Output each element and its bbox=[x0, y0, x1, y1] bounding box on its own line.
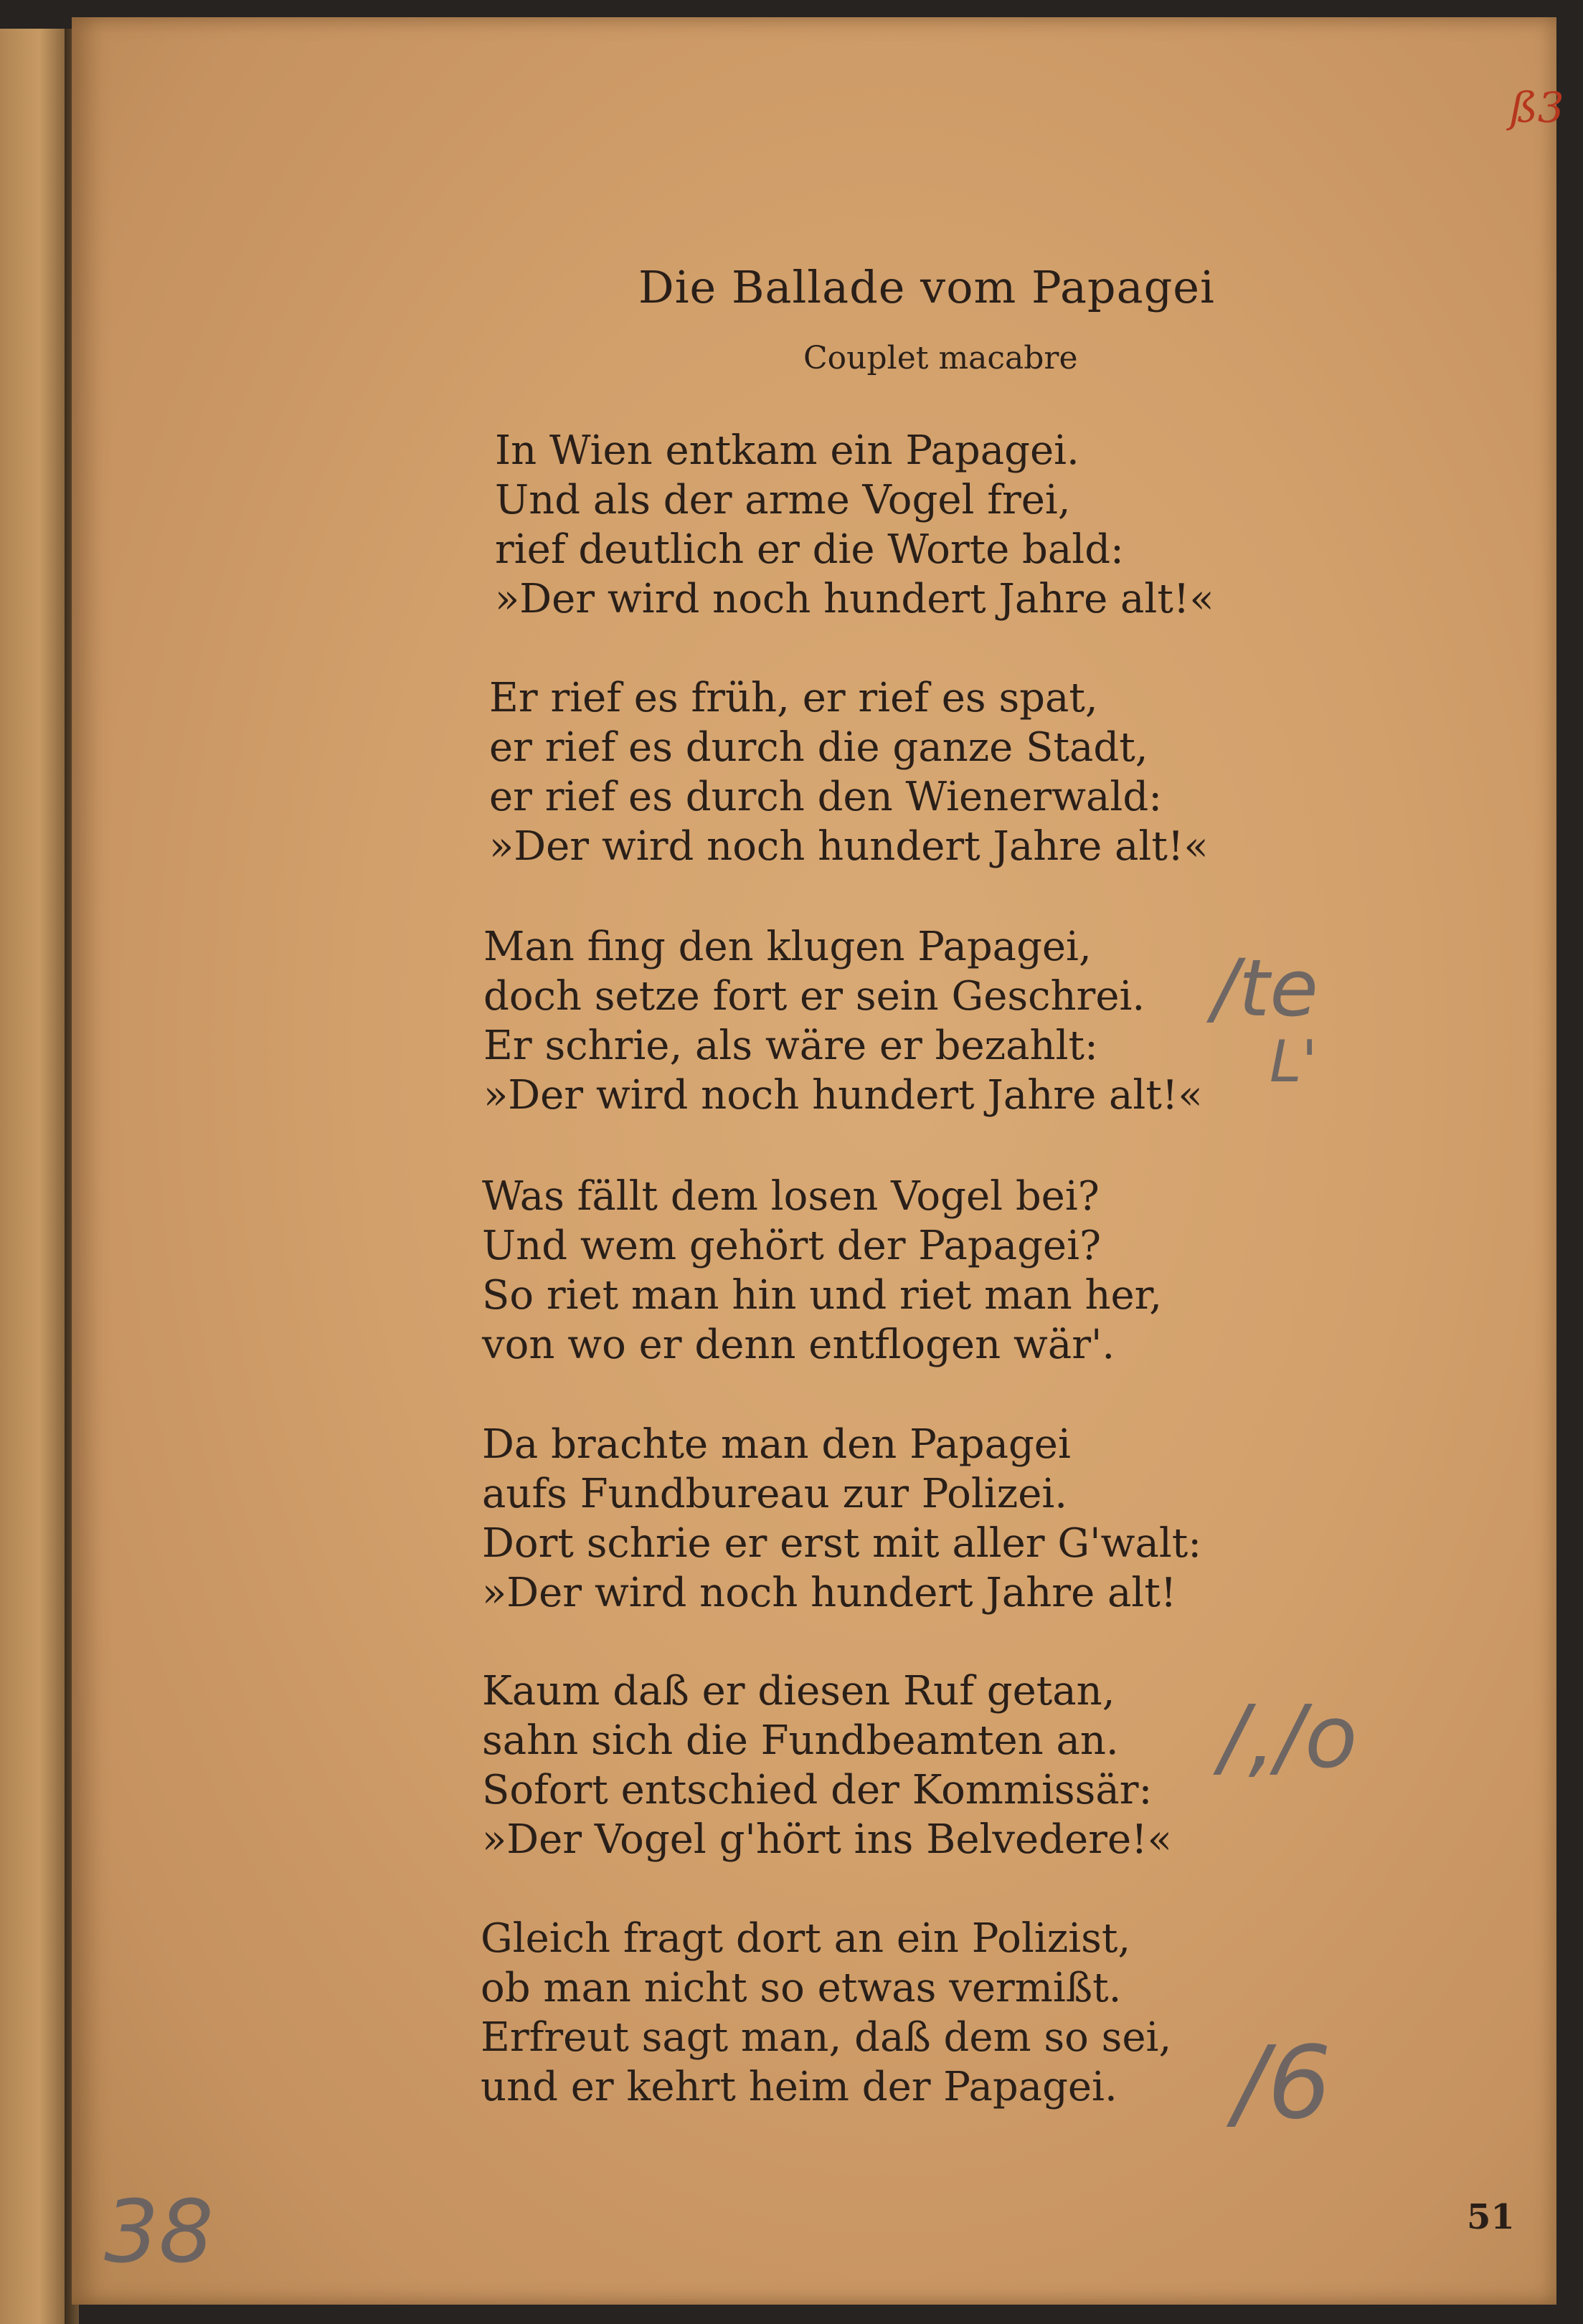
pencil-note: /,/o bbox=[1219, 1688, 1358, 1788]
verse-line: Sofort entschied der Kommissär: bbox=[482, 1767, 1153, 1813]
stanza-7 bbox=[481, 1914, 1341, 2112]
verse-line: »Der wird noch hundert Jahre alt!« bbox=[489, 823, 1209, 870]
verse-line: Da brachte man den Papagei bbox=[482, 1421, 1071, 1468]
verse-line: doch setze fort er sein Geschrei. bbox=[483, 973, 1145, 1020]
verse-line: So riet man hin und riet man her, bbox=[482, 1272, 1163, 1319]
stanza-6 bbox=[482, 1666, 1343, 1864]
verse-line: Erfreut sagt man, daß dem so sei, bbox=[481, 2014, 1172, 2061]
stanza-1 bbox=[495, 426, 1356, 624]
verse-line: von wo er denn entflogen wär'. bbox=[482, 1322, 1115, 1368]
pencil-note: 38 bbox=[104, 2183, 214, 2282]
verse-line: Und wem gehört der Papagei? bbox=[482, 1223, 1101, 1269]
poem-subtitle: Couplet macabre bbox=[803, 340, 1078, 376]
stanza-5 bbox=[482, 1420, 1343, 1618]
poem-title: Die Ballade vom Papagei bbox=[638, 261, 1215, 313]
verse-line: Er schrie, als wäre er bezahlt: bbox=[483, 1023, 1098, 1069]
verse-line: Und als der arme Vogel frei, bbox=[495, 477, 1071, 523]
stanza-4 bbox=[482, 1172, 1343, 1370]
verse-line: »Der Vogel g'hört ins Belvedere!« bbox=[482, 1816, 1172, 1863]
verse-line: Dort schrie er erst mit aller G'walt: bbox=[482, 1520, 1202, 1567]
verse-line: und er kehrt heim der Papagei. bbox=[481, 2064, 1117, 2110]
verse-line: »Der wird noch hundert Jahre alt!« bbox=[483, 1072, 1203, 1119]
verse-line: Gleich fragt dort an ein Polizist, bbox=[481, 1915, 1131, 1962]
verse-line: »Der wird noch hundert Jahre alt! bbox=[482, 1570, 1177, 1616]
stanza-2 bbox=[489, 673, 1350, 871]
verse-line: er rief es durch den Wienerwald: bbox=[489, 774, 1163, 820]
verse-line: Man fing den klugen Papagei, bbox=[483, 924, 1092, 970]
pencil-note: L' bbox=[1270, 1028, 1318, 1095]
verse-line: Er rief es früh, er rief es spat, bbox=[489, 675, 1098, 721]
verse-line: Kaum daß er diesen Ruf getan, bbox=[482, 1668, 1115, 1714]
verse-line: rief deutlich er die Worte bald: bbox=[495, 526, 1124, 573]
page-number: 51 bbox=[1467, 2197, 1515, 2237]
verse-line: aufs Fundbureau zur Polizei. bbox=[482, 1471, 1068, 1517]
pencil-note: /6 bbox=[1234, 2025, 1332, 2142]
verse-line: »Der wird noch hundert Jahre alt!« bbox=[495, 576, 1214, 622]
book-page bbox=[72, 17, 1564, 2305]
verse-line: sahn sich die Fundbeamten an. bbox=[482, 1717, 1119, 1764]
verse-line: er rief es durch die ganze Stadt, bbox=[489, 724, 1148, 771]
pencil-note: /te bbox=[1212, 942, 1318, 1034]
verse-line: ob man nicht so etwas vermißt. bbox=[481, 1965, 1122, 2011]
facing-page-edge bbox=[0, 29, 72, 2324]
verse-line: Was fällt dem losen Vogel bei? bbox=[482, 1173, 1100, 1220]
corner-mark: ß3 bbox=[1510, 83, 1564, 132]
verse-line: In Wien entkam ein Papagei. bbox=[495, 427, 1079, 474]
